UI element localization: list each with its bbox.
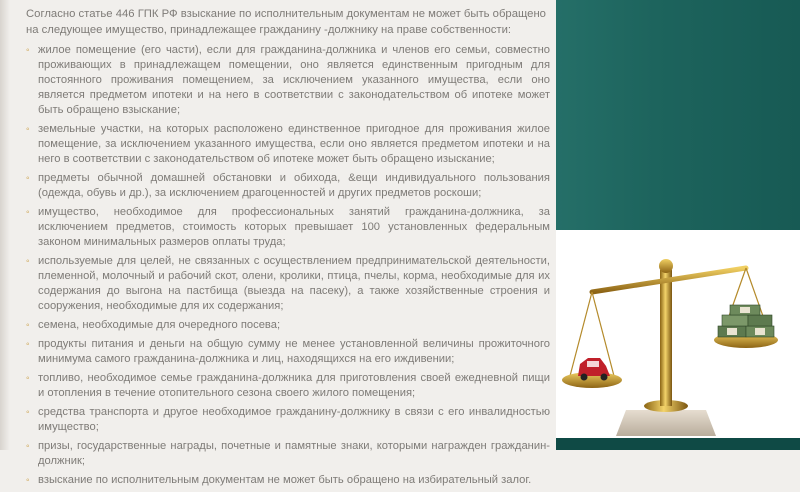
side-panel-bottom-band xyxy=(556,438,800,450)
bullet-icon: ◦ xyxy=(26,256,30,267)
list-item-text: призы, государственные награды, почетные и памятные знаки, которыми награжден гражданин-должник; xyxy=(38,440,550,467)
bullet-icon: ◦ xyxy=(26,207,30,218)
list-item xyxy=(26,473,550,488)
list-item-text: взыскание по исполнительным документам не может быть обращено на избирательный залог. xyxy=(38,474,532,486)
list-item-text: имущество, необходимое для профессиональных занятий гражданина-должника, за исключением предметов, стоимость которых превышает 100 установленных федеральным законом минимальных размеров оплаты труда; xyxy=(38,206,550,248)
list-item xyxy=(26,43,550,118)
scales-of-justice-icon xyxy=(556,230,800,438)
bullet-icon: ◦ xyxy=(26,173,30,184)
list-item-text: топливо, необходимое семье гражданина-должника для приготовления своей ежедневной пищи и отопления в течение отопительного сезона своего жилого помещения; xyxy=(38,372,550,399)
bullet-icon: ◦ xyxy=(26,373,30,384)
list-item-text: предметы обычной домашней обстановки и обихода, &ещи индивидуального пользования (одежда, обувь и др.), за исключением драгоценностей и других предметов роскоши; xyxy=(38,172,550,199)
list-item xyxy=(26,337,550,367)
list-item-text: используемые для целей, не связанных с осуществлением предпринимательской деятельности, племенной, молочный и рабочий скот, олени, кролики, птица, пчелы, корма, необходимые для их содержания до выгона на пастбища (выезда на пасеку), а также хозяйственные строения и сооружения, необходимые для их содержания; xyxy=(38,255,550,312)
list-item xyxy=(26,205,550,250)
scales-of-justice-image xyxy=(556,230,800,438)
exempt-property-list xyxy=(26,43,550,488)
list-item xyxy=(26,371,550,401)
bullet-icon: ◦ xyxy=(26,124,30,135)
list-item-text: средства транспорта и другое необходимое гражданину-должнику в связи с его инвалидностью имущество; xyxy=(38,406,550,433)
bullet-icon: ◦ xyxy=(26,407,30,418)
scale-top-knob xyxy=(659,259,673,273)
bullet-icon: ◦ xyxy=(26,339,30,350)
list-item-text: семена, необходимые для очередного посева; xyxy=(38,319,281,331)
law-text-block xyxy=(26,6,550,492)
scale-pillar xyxy=(660,270,672,406)
list-item-text: земельные участки, на которых расположено единственное пригодное для проживания жилое помещение, за исключением указанного имущества, если оно является предметом ипотеки и на него в соответствии с законодательством об ипотеке может быть обращено изыскание; xyxy=(38,123,550,165)
intro-paragraph: Согласно статье 446 ГПК РФ взыскание по исполнительным документам не может быть обращено на следующее имущество, принадлежащее гражданину -должнику на праве собственности: xyxy=(26,8,546,36)
list-item xyxy=(26,122,550,167)
list-item xyxy=(26,405,550,435)
list-item xyxy=(26,171,550,201)
list-item-text: жилое помещение (его части), если для гражданина-должника и членов его семьи, совместно проживающих в принадлежащем помещении, оно является единственным пригодным для постоянного проживания помещением, за исключением указанного имущества, если оно является предметом ипотеки и на него в соответствии с законодательством об ипотеке может быть обращено взыскание; xyxy=(38,44,550,116)
bullet-icon: ◦ xyxy=(26,475,30,486)
scale-base xyxy=(616,410,716,436)
list-item xyxy=(26,318,550,333)
left-edge-shade xyxy=(0,0,10,450)
list-item xyxy=(26,254,550,314)
money-stack-icon xyxy=(718,305,774,337)
list-item xyxy=(26,439,550,469)
bullet-icon: ◦ xyxy=(26,441,30,452)
list-item-text: продукты питания и деньги на общую сумму не менее установленной величины прожиточного минимума самого гражданина-должника и лиц, находящихся на его иждивении; xyxy=(38,338,550,365)
bullet-icon: ◦ xyxy=(26,45,30,56)
bullet-icon: ◦ xyxy=(26,320,30,331)
